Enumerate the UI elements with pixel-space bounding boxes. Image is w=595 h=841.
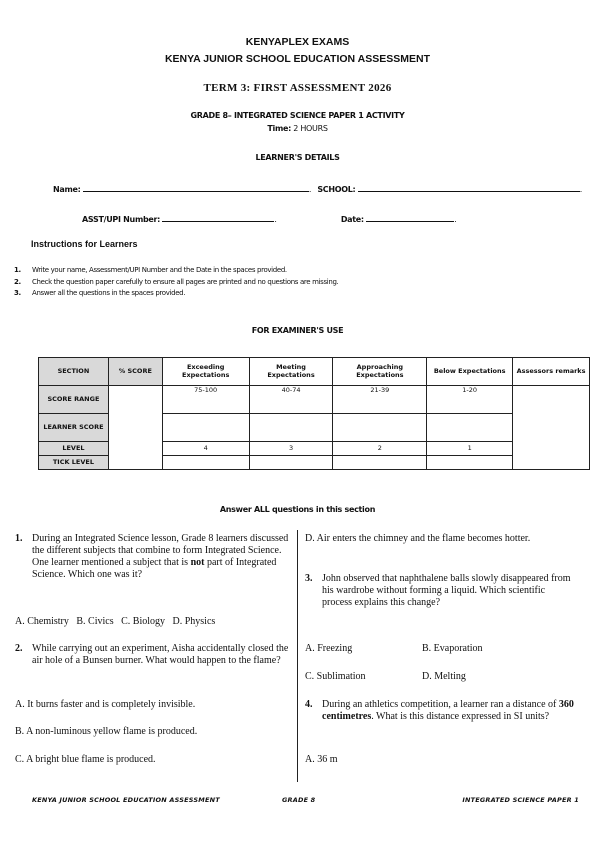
option-a: A. It burns faster and is completely invisible. bbox=[15, 699, 196, 710]
assessment-title: KENYA JUNIOR SCHOOL EDUCATION ASSESSMENT bbox=[164, 53, 431, 65]
question-1-options: A. Chemistry B. Civics C. Biology D. Physics bbox=[15, 616, 216, 627]
question-text: John observed that naphthalene balls slowly disappeared from his wardrobe without forming a liquid. Which scientific process explains this change? bbox=[322, 573, 571, 608]
time-value: 2 HOURS bbox=[293, 124, 328, 133]
instruction-item: 3. Answer all the questions in the spaces provided. bbox=[14, 289, 186, 297]
header-cell: Assessors remarks bbox=[513, 358, 590, 386]
school-field[interactable] bbox=[358, 183, 580, 192]
section-instruction: Answer ALL questions in this section bbox=[219, 505, 376, 514]
option-a: A. Freezing bbox=[305, 643, 353, 654]
question-2 bbox=[15, 643, 291, 667]
tick-level-cell[interactable] bbox=[333, 456, 427, 470]
row-label: LEARNER SCORE bbox=[39, 414, 109, 442]
date-field[interactable] bbox=[366, 213, 454, 222]
range-cell: 1-20 bbox=[427, 386, 513, 414]
question-3 bbox=[305, 573, 575, 609]
paper-title: GRADE 8– INTEGRATED SCIENCE PAPER 1 ACTIVITY bbox=[190, 111, 405, 120]
name-field[interactable] bbox=[83, 183, 309, 192]
question-4 bbox=[305, 699, 575, 723]
header-cell: Exceeding Expectations bbox=[162, 358, 249, 386]
instructions-list bbox=[14, 265, 338, 300]
examiner-table bbox=[38, 357, 590, 470]
range-cell: 75-100 bbox=[162, 386, 249, 414]
learner-score-cell[interactable] bbox=[333, 414, 427, 442]
header-cell: SECTION bbox=[39, 358, 109, 386]
option-c: C. Sublimation bbox=[305, 671, 366, 682]
option-d: D. Melting bbox=[422, 671, 466, 682]
option-b: B. Evaporation bbox=[422, 643, 483, 654]
learner-score-cell[interactable] bbox=[427, 414, 513, 442]
row-label: LEVEL bbox=[39, 442, 109, 456]
question-text: During an athletics competition, a learner ran a distance of 360 centimetres. What is this distance expressed in SI units? bbox=[322, 699, 574, 722]
instruction-item: 1. Write your name, Assessment/UPI Number and the Date in the spaces provided. bbox=[14, 266, 287, 274]
header-cell: Below Expectations bbox=[427, 358, 513, 386]
level-cell: 1 bbox=[427, 442, 513, 456]
range-cell: 40-74 bbox=[249, 386, 333, 414]
header-cell: Approaching Expectations bbox=[333, 358, 427, 386]
column-divider bbox=[297, 530, 298, 782]
time-label: Time: bbox=[267, 124, 292, 133]
tick-level-cell[interactable] bbox=[249, 456, 333, 470]
term-title: TERM 3: FIRST ASSESSMENT 2026 bbox=[203, 82, 392, 94]
name-school-row: Name: . SCHOOL: . bbox=[53, 185, 582, 194]
footer-right: INTEGRATED SCIENCE PAPER 1 bbox=[462, 796, 579, 804]
header-cell: Meeting Expectations bbox=[249, 358, 333, 386]
level-cell: 4 bbox=[162, 442, 249, 456]
level-cell: 3 bbox=[249, 442, 333, 456]
time-line bbox=[0, 124, 595, 133]
learner-details-heading: LEARNER'S DETAILS bbox=[255, 153, 340, 162]
range-cell: 21-39 bbox=[333, 386, 427, 414]
asst-number-field[interactable] bbox=[162, 213, 274, 222]
examiner-title: FOR EXAMINER'S USE bbox=[251, 326, 344, 335]
row-label: TICK LEVEL bbox=[39, 456, 109, 470]
tick-level-cell[interactable] bbox=[427, 456, 513, 470]
question-text: While carrying out an experiment, Aisha accidentally closed the air hole of a Bunsen burner. What would happen to the flame? bbox=[32, 643, 289, 666]
question-number: 1. bbox=[15, 533, 23, 544]
date-label: Date: bbox=[340, 215, 364, 224]
footer-center: GRADE 8 bbox=[282, 796, 316, 804]
level-cell: 2 bbox=[333, 442, 427, 456]
asst-date-row: ASST/UPI Number: . Date: . bbox=[82, 215, 457, 224]
row-label: SCORE RANGE bbox=[39, 386, 109, 414]
school-label: SCHOOL: bbox=[317, 185, 356, 194]
option-b: B. A non-luminous yellow flame is produced. bbox=[15, 726, 198, 737]
exam-org: KENYAPLEX EXAMS bbox=[245, 36, 350, 48]
percent-score-cell[interactable] bbox=[108, 386, 162, 470]
instruction-item: 2. Check the question paper carefully to ensure all pages are printed and no questions are missing. bbox=[14, 277, 339, 286]
question-number: 3. bbox=[305, 573, 313, 584]
option-d: D. Air enters the chimney and the flame becomes hotter. bbox=[305, 533, 531, 544]
name-label: Name: bbox=[53, 185, 81, 194]
question-1 bbox=[15, 533, 291, 581]
learner-score-cell[interactable] bbox=[249, 414, 333, 442]
option-c: C. A bright blue flame is produced. bbox=[15, 754, 156, 765]
option-a: A. 36 m bbox=[305, 754, 338, 765]
remarks-cell[interactable] bbox=[513, 386, 590, 470]
question-number: 4. bbox=[305, 699, 313, 710]
footer-left: KENYA JUNIOR SCHOOL EDUCATION ASSESSMENT bbox=[32, 796, 220, 804]
asst-label: ASST/UPI Number: bbox=[82, 215, 161, 224]
header-cell: % SCORE bbox=[108, 358, 162, 386]
learner-score-cell[interactable] bbox=[162, 414, 249, 442]
instructions-title: Instructions for Learners bbox=[31, 239, 138, 249]
question-number: 2. bbox=[15, 643, 23, 654]
tick-level-cell[interactable] bbox=[162, 456, 249, 470]
question-text: During an Integrated Science lesson, Grade 8 learners discussed the different subjects that combine to form Integrated Science. One learner mentioned a subject that is not part of Integrated Science. Which one was it? bbox=[32, 533, 289, 580]
